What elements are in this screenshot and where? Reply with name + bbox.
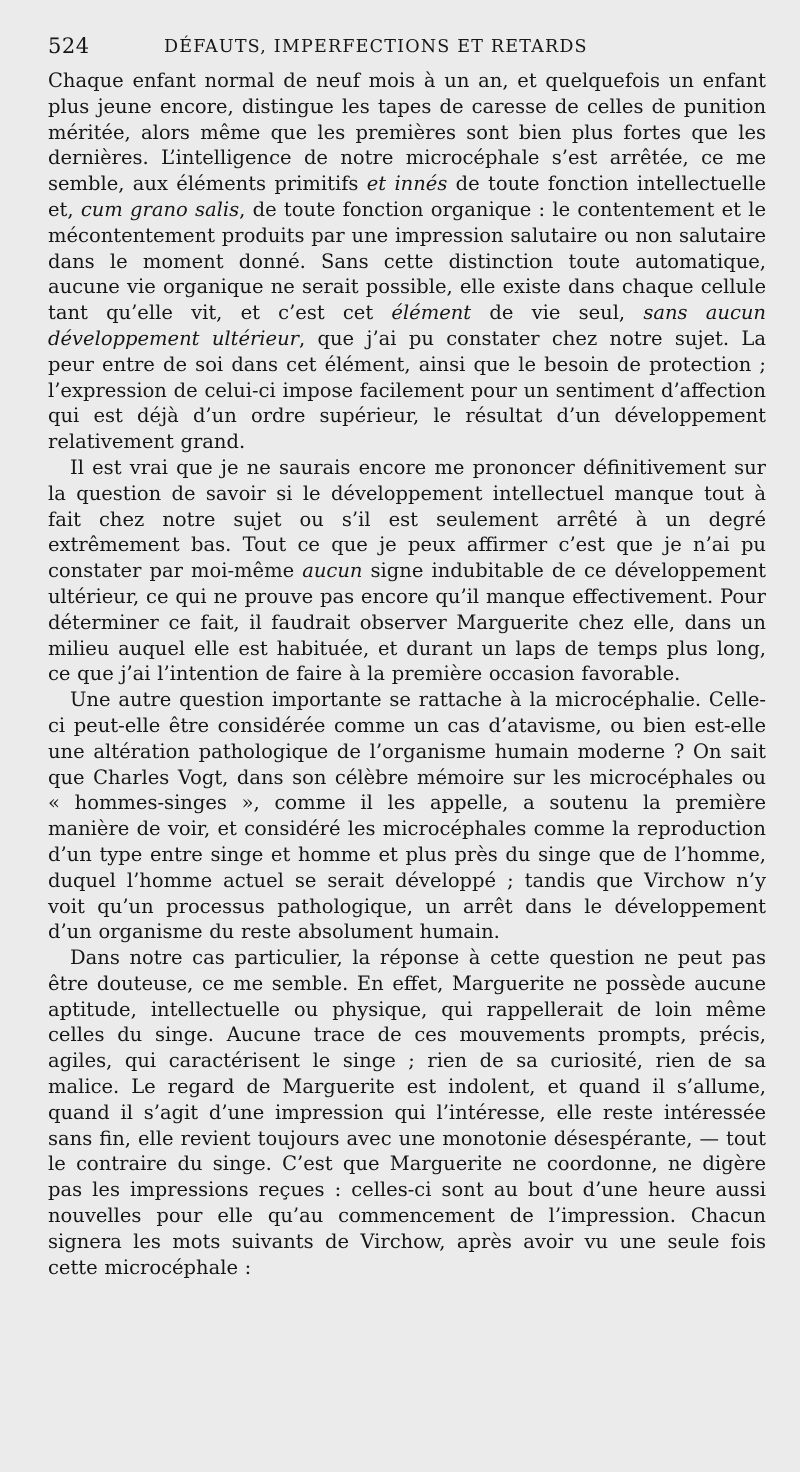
- text-segment: de vie seul,: [471, 301, 644, 325]
- text-segment: signe indubitable de ce développement ultérieur, ce qui ne prouve pas encore qu’il manque effectivement. Pour déterminer ce fait, il faudrait observer Marguerite chez elle, dans un milieu auquel elle est habituée, et durant un laps de temps plus long, ce que j’ai l’intention de faire à la première occasion favorable.: [48, 559, 766, 686]
- italic-text: élément: [391, 301, 472, 325]
- text-segment: , que j’ai pu constater chez notre sujet. La peur entre de soi dans cet élément, ainsi que le besoin de protection ; l’expression de celui-ci impose facilement pour un sentiment d’affection qui est déjà d’un ordre supérieur, le résultat d’un développement relativement grand.: [48, 326, 766, 454]
- text-segment: Il est vrai que je ne saurais encore me prononcer définitivement sur la question de savoir si le développement intellectuel manque tout à fait chez notre sujet ou s’il est seulement arrêté à un degré extrêmement bas. Tout ce que je peux affirmer c’est que je n’ai pu constater par moi-même: [48, 455, 766, 583]
- paragraph: [48, 68, 766, 455]
- italic-text: cum grano salis: [80, 197, 240, 221]
- italic-text: et innés: [366, 172, 448, 196]
- text-segment: , de toute fonction organique : le contentement et le mécontentement produits par une impression salutaire ou non salutaire dans le moment donné. Sans cette distinction toute automatique, aucune vie organique ne serait possible, elle existe dans chaque cellule tant qu’elle vit, et c’est cet: [48, 197, 766, 325]
- paragraph: [48, 455, 766, 687]
- paragraph: [48, 687, 766, 945]
- italic-text: sans aucun développement ultérieur: [48, 301, 766, 350]
- page-header: [48, 28, 766, 68]
- text-segment: Dans notre cas particulier, la réponse à cette question ne peut pas être douteuse, ce me semble. En effet, Marguerite ne possède aucune aptitude, intellectuelle ou physique, qui rappellerait de loin même celles du singe. Aucune trace de ces mouvements prompts, précis, agiles, qui caractérisent le singe ; rien de sa curiosité, rien de sa malice. Le regard de Marguerite est indolent, et quand il s’allume, quand il s’agit d’une impression qui l’intéresse, elle reste intéressée sans fin, elle revient toujours avec une monotonie désespérante, — tout le contraire du singe. C’est que Marguerite ne coordonne, ne digère pas les impressions reçues : celles-ci sont au bout d’une heure aussi nouvelles pour elle qu’au commencement de l’impression. Chacun signera les mots suivants de Virchow, après avoir vu une seule fois cette microcéphale :: [48, 946, 766, 1279]
- text-segment: Une autre question importante se rattache à la microcéphalie. Celle-ci peut-elle être considérée comme un cas d’atavisme, ou bien est-elle une altération pathologique de l’organisme humain moderne ? On sait que Charles Vogt, dans son célèbre mémoire sur les microcéphales ou « hommes-singes », comme il les appelle, a soutenu la première manière de voir, et considéré les microcéphales comme la reproduction d’un type entre singe et homme et plus près du singe que de l’homme, duquel l’homme actuel se serait développé ; tandis que Virchow n’y voit qu’un processus pathologique, un arrêt dans le développement d’un organisme du reste absolument humain.: [48, 688, 766, 944]
- paragraph: [48, 945, 766, 1280]
- text-segment: de toute fonction intellectuelle et,: [48, 172, 766, 221]
- running-head: DÉFAUTS, IMPERFECTIONS ET RETARDS: [164, 37, 588, 57]
- italic-text: aucun: [302, 559, 363, 583]
- text-body: [48, 68, 766, 1280]
- page-number: 524: [48, 34, 90, 58]
- text-segment: Chaque enfant normal de neuf mois à un an, et quelquefois un enfant plus jeune encore, distingue les tapes de caresse de celles de punition méritée, alors même que les premières sont bien plus fortes que les dernières. L’intelligence de notre microcéphale s’est arrêtée, ce me semble, aux éléments primitifs: [48, 69, 766, 196]
